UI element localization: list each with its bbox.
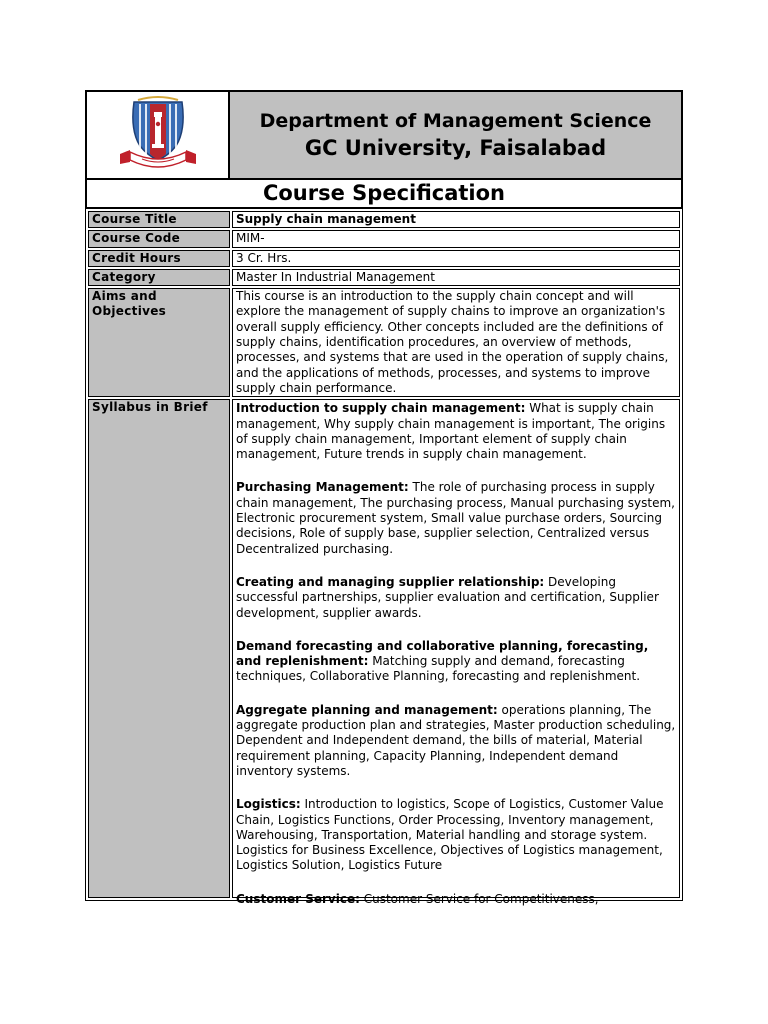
section-heading: Aggregate planning and management: [236, 702, 498, 717]
course-specification-title: Course Specification [85, 178, 683, 209]
syllabus-value [232, 399, 680, 906]
category-value: Master In Industrial Management [232, 269, 680, 286]
section-text: Customer Service for Competitiveness, [359, 891, 599, 906]
row-category [88, 269, 680, 286]
section-heading: Demand forecasting and collaborative planning, forecasting, and replenishment: [236, 638, 649, 669]
section-text: What is supply chain management, Why supply chain management is important, The origins of supply chain management, Important element of supply chain management, Future trends in supply chain management. [236, 401, 666, 462]
section-heading: Purchasing Management: [236, 480, 409, 495]
section-heading: Introduction to supply chain management: [236, 401, 526, 416]
syllabus-section [236, 892, 676, 907]
section-heading: Creating and managing supplier relationship: [236, 574, 545, 589]
course-title-label: Course Title [88, 211, 230, 228]
course-code-label: Course Code [88, 230, 230, 247]
syllabus-label: Syllabus in Brief [88, 399, 230, 898]
course-details-table [85, 208, 683, 906]
section-text: Developing successful partnerships, supplier evaluation and certification, Supplier development, supplier awards. [236, 574, 659, 620]
row-course-code [88, 230, 680, 247]
course-code-value: MIM- [232, 230, 680, 247]
section-text: operations planning, The aggregate production plan and strategies, Master production scheduling, Dependent and Independent demand, the bills of material, Material requirement planning, Capacity Planning, Independent demand inventory systems. [236, 702, 676, 778]
row-syllabus [88, 399, 680, 898]
credit-hours-value: 3 Cr. Hrs. [232, 250, 680, 267]
document-header [85, 90, 683, 178]
row-course-title [88, 211, 680, 228]
department-name: Department of Management Science [259, 110, 652, 132]
aims-value: This course is an introduction to the supply chain concept and will explore the management of supply chains to improve an organization's overall supply efficiency. Other concepts included are the definitions of supply chains, identification procedures, an overview of methods, processes, and systems that are used in the operation of supply chains, and the applications of methods, processes, and systems to improve supply chain performance. [232, 288, 680, 397]
university-crest-icon [116, 96, 200, 170]
section-text: Matching supply and demand, forecasting techniques, Collaborative Planning, forecasting and replenishment. [236, 654, 641, 684]
section-text: Introduction to logistics, Scope of Logistics, Customer Value Chain, Logistics Functions, Order Processing, Inventory management, Warehousing, Transportation, Material handling and storage system. Logistics for Business Excellence, Objectives of Logistics management, Logistics Solution, Logistics Future [236, 797, 664, 873]
row-aims [88, 288, 680, 397]
credit-hours-label: Credit Hours [88, 250, 230, 267]
aims-label: Aims and Objectives [88, 288, 230, 397]
syllabus-section [236, 401, 676, 462]
section-heading: Logistics: [236, 797, 301, 812]
header-title-cell [229, 91, 682, 178]
row-credit-hours [88, 250, 680, 267]
university-name: GC University, Faisalabad [304, 136, 607, 160]
category-label: Category [88, 269, 230, 286]
syllabus-section [236, 639, 676, 685]
syllabus-section [236, 575, 676, 621]
course-specification-document [85, 90, 683, 906]
syllabus-section [236, 480, 676, 556]
section-text: The role of purchasing process in supply chain management, The purchasing process, Manual purchasing system, Electronic procurement system, Small value purchase orders, Sourcing decisions, Role of supply base, supplier selection, Centralized versus Decentralized purchasing. [236, 480, 675, 556]
syllabus-section [236, 797, 676, 873]
section-heading: Customer Service: [236, 891, 360, 906]
logo-cell [86, 91, 229, 178]
syllabus-section [236, 703, 676, 779]
course-title-value: Supply chain management [232, 211, 680, 228]
